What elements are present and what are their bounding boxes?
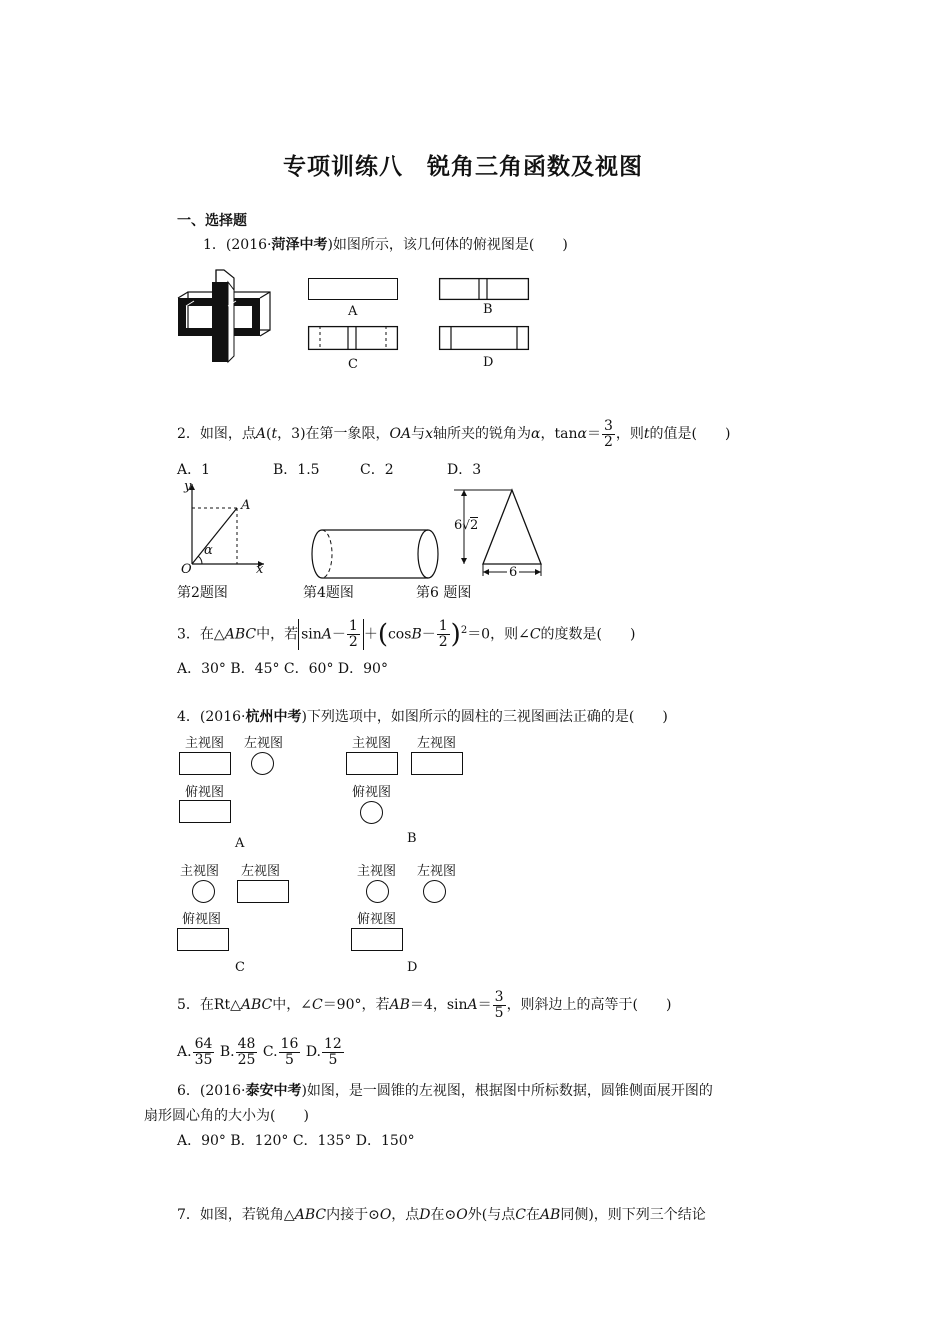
q1-solid-figure — [176, 268, 272, 364]
q4d-left-label: 左视图 — [417, 864, 457, 879]
q1-option-b-label: B — [483, 302, 493, 317]
question-5: 5．在Rt△ABC中，∠C＝90°，若AB＝4，sinA＝ $\frac{3}{5}$ ，则斜边上的高等于( ) — [177, 988, 672, 1021]
source-name: 杭州中考 — [245, 709, 302, 725]
question-3: 3．在△ABC中，若 sinA－ $\frac{1}{2}$ ＋(cosB－ $\frac{1}{2}$ )$^2$＝0，则∠C的度数是( ) — [177, 618, 636, 651]
q4a-front-label: 主视图 — [185, 736, 225, 751]
fig2-y-label: y — [184, 479, 192, 494]
q4c-top-view — [177, 928, 229, 951]
q2-option-c: C．2 — [360, 462, 394, 478]
q3-options: A．30° B．45° C．60° D．90° — [177, 661, 388, 677]
fig2-x-label: x — [256, 562, 264, 577]
q6-options: A．90° B．120° C．135° D．150° — [177, 1133, 415, 1149]
fraction: $\frac{3}{2}$ — [603, 417, 613, 450]
q1-option-a-label: A — [348, 304, 358, 319]
q4b-top-view — [360, 801, 383, 824]
fig6-base-label: 6 — [509, 565, 518, 580]
question-1: 1．(2016·菏泽中考)如图所示，该几何体的俯视图是( ) — [203, 237, 568, 253]
fig6-height-label: 6√2 — [454, 518, 479, 533]
question-7: 7．如图，若锐角△ABC内接于⊙O，点D在⊙O外(与点C在AB同侧)，则下列三个结论 — [177, 1207, 706, 1223]
q4c-front-view — [192, 880, 215, 903]
section-heading: 一、选择题 — [177, 213, 247, 229]
q4d-front-label: 主视图 — [357, 864, 397, 879]
q4-option-a-label: A — [235, 836, 245, 851]
q4c-left-view — [237, 880, 289, 903]
q4a-front-view — [179, 752, 231, 775]
q1-option-d-label: D — [483, 355, 494, 370]
q4c-front-label: 主视图 — [180, 864, 220, 879]
question-6: 6．(2016·泰安中考)如图，是一圆锥的左视图，根据图中所标数据，圆锥侧面展开图的 — [177, 1083, 713, 1099]
question-4: 4．(2016·杭州中考)下列选项中，如图所示的圆柱的三视图画法正确的是( ) — [177, 709, 668, 725]
q2-option-a: A．1 — [177, 462, 211, 478]
q4a-left-label: 左视图 — [244, 736, 284, 751]
q4a-top-view — [179, 800, 231, 823]
q4-option-c-label: C — [235, 960, 245, 975]
q1-option-c-label: C — [348, 357, 358, 372]
q4d-left-view — [423, 880, 446, 903]
fig6-caption: 第6 题图 — [416, 585, 472, 601]
q1-option-d-figure — [439, 326, 529, 350]
page-title: 专项训练八 锐角三角函数及视图 — [283, 154, 643, 180]
q1-option-a-figure — [308, 278, 398, 300]
fig2-caption: 第2题图 — [177, 585, 228, 601]
q4b-left-view — [411, 752, 463, 775]
fig2-alpha: α — [204, 543, 213, 558]
q4d-top-label: 俯视图 — [357, 912, 397, 927]
source-name: 泰安中考 — [245, 1083, 302, 1099]
fig2-origin: O — [181, 562, 192, 577]
q2-option-d: D．3 — [447, 462, 482, 478]
question-2: 2．如图，点A(t，3)在第一象限，OA与x轴所夹的锐角为α，tanα＝ $\frac{3}{2}$ ，则t的值是( ) — [177, 417, 731, 450]
q4d-front-view — [366, 880, 389, 903]
q1-option-b-figure — [439, 278, 529, 300]
fig2-point-a: A — [241, 498, 251, 513]
q4a-top-label: 俯视图 — [185, 785, 225, 800]
figure-4-cylinder — [310, 528, 440, 580]
q4c-left-label: 左视图 — [241, 864, 281, 879]
q2-option-b: B．1.5 — [273, 462, 320, 478]
source-name: 菏泽中考 — [271, 237, 328, 253]
q1-option-c-figure — [308, 326, 398, 350]
q4c-top-label: 俯视图 — [182, 912, 222, 927]
q4-option-d-label: D — [407, 960, 418, 975]
question-6-line2: 扇形圆心角的大小为( ) — [144, 1108, 309, 1124]
q5-options: A. $\frac{64}{35}$ B. $\frac{48}{25}$ C. $\frac{16}{5}$ D. $\frac{12}{5}$ — [177, 1035, 342, 1068]
absolute-value: sinA－ $\frac{1}{2}$ — [298, 619, 364, 650]
fraction: $\frac{3}{5}$ — [494, 988, 504, 1021]
q4b-left-label: 左视图 — [417, 736, 457, 751]
q4d-top-view — [351, 928, 403, 951]
fig4-caption: 第4题图 — [303, 585, 354, 601]
q4b-top-label: 俯视图 — [352, 785, 392, 800]
q4-option-b-label: B — [407, 831, 417, 846]
q4b-front-view — [346, 752, 398, 775]
q4a-left-view — [251, 752, 274, 775]
q4b-front-label: 主视图 — [352, 736, 392, 751]
